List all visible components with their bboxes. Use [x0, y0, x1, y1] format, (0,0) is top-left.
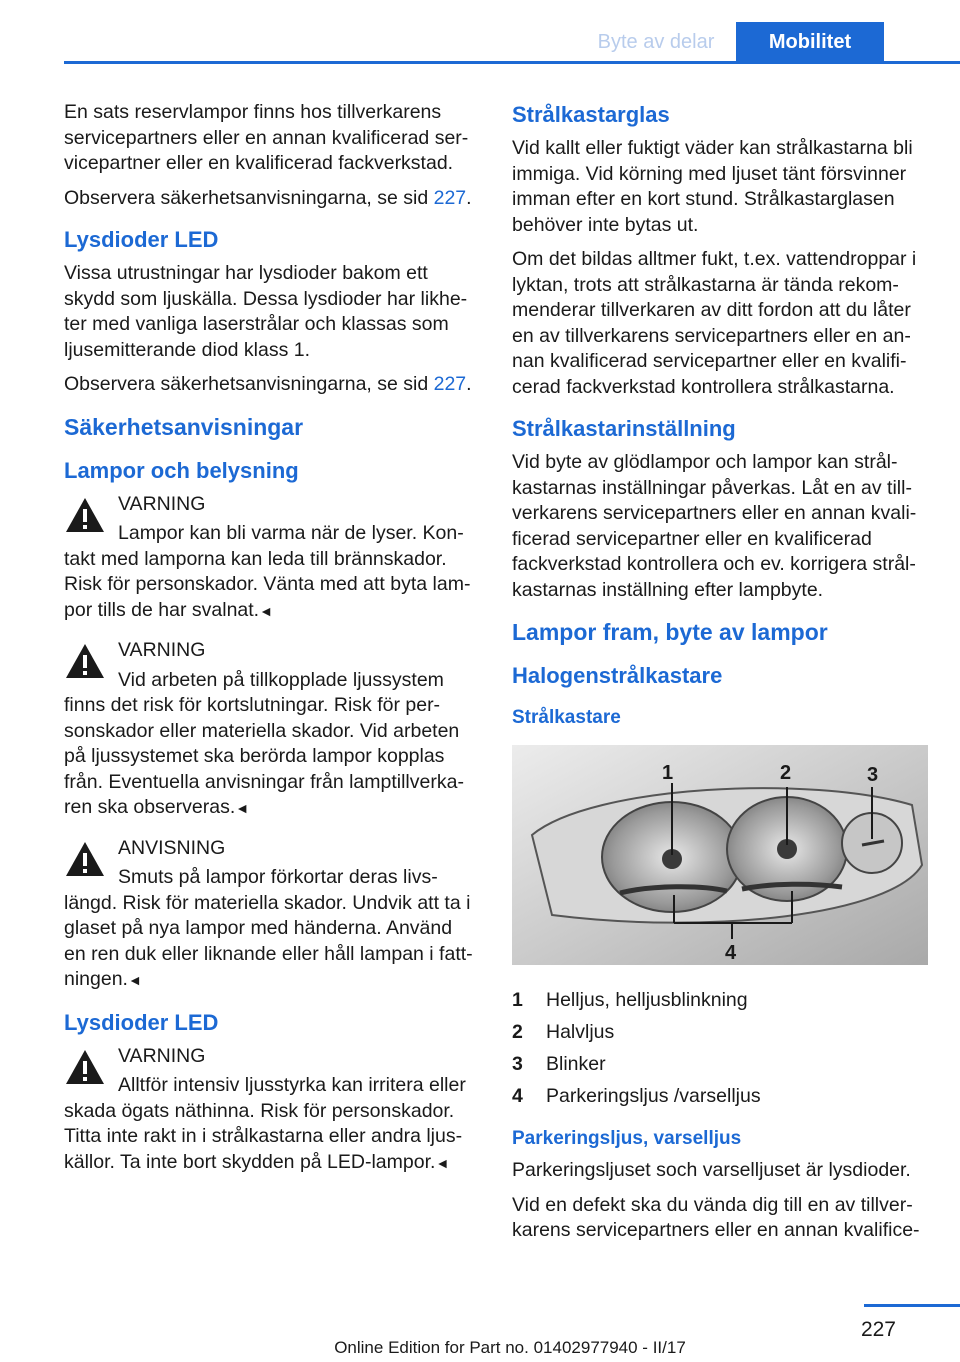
right-column [512, 100, 928, 1253]
legend-text: Blinker [546, 1053, 606, 1075]
warning-icon [64, 496, 106, 534]
text: Lampor kan bli varma när de lyser. Kon-takt med lamporna kan leda till brännskador. Risk för personskador. Vänta med att byta lam-por tills de har svalnat. [64, 522, 471, 621]
heading-led: Lysdioder LED [64, 1009, 219, 1035]
paragraph: Vid kallt eller fuktigt väder kan strålkastarna bli immiga. Vid körning med ljuset tänt försvinner imman efter en kort stund. Strålkastarglasen behöver inte bytas ut. [512, 137, 913, 236]
warning-icon [64, 840, 106, 878]
page-link[interactable]: 227 [433, 373, 467, 395]
page-number: 227 [860, 1318, 896, 1341]
warning-title: VARNING [118, 492, 206, 515]
paragraph: En sats reservlampor finns hos tillverkarens servicepartners eller en annan kvalificerad ser-vicepartner eller en kvalificerad fackverkstad. [64, 101, 469, 174]
heading-safety: Säkerhetsanvisningar [64, 413, 304, 440]
page-link[interactable]: 227 [433, 186, 467, 209]
heading-front-lamps: Lampor fram, byte av lampor [512, 619, 828, 645]
paragraph [64, 186, 478, 212]
warning-title: VARNING [118, 1044, 206, 1067]
paragraph: Vid byte av glödlampor och lampor kan strål-kastarnas inställningar påverkas. Låt en av till-verkarens servicepartners eller en annan kvali-ficerad servicepartner eller en kvalificerad fackverkstad kontrollera och ev. korrigera strål-kastarnas inställning efter lampbyte. [512, 451, 917, 601]
heading-halogen: Halogenstrålkastare [512, 663, 723, 688]
legend-number: 1 [512, 989, 523, 1011]
legend-text: Parkeringsljus /varselljus [546, 1085, 761, 1107]
figure-label-3: 3 [867, 764, 879, 786]
warning-text [64, 521, 478, 624]
text: . [466, 186, 472, 209]
paragraph: Parkeringsljuset soch varselljuset är lysdioder. [512, 1159, 911, 1181]
heading-led: Lysdioder LED [64, 227, 219, 252]
end-mark: ◄ [235, 800, 250, 816]
text: Vid arbeten på tillkopplade ljussystem finns det risk för kortslutningar. Risk för per-sonskador eller materiella skador. Vid arbeten på ljussystemet ska berörda lampor kopplas från. Eventuella anvisningar från lamptillverka-ren ska observeras. [64, 668, 464, 818]
text: Alltför intensiv ljusstyrka kan irritera eller skada ögats näthinna. Risk för personskador. Titta inte rakt in i strålkastarna eller andra ljus-källor. Ta inte bort skydden på LED-lampor. [64, 1074, 466, 1173]
paragraph [64, 372, 478, 398]
legend-text: Helljus, helljusblinkning [546, 989, 748, 1011]
headlight-illustration [512, 745, 928, 965]
legend-item [512, 1080, 928, 1112]
warning-icon [64, 1048, 106, 1086]
paragraph: Vid en defekt ska du vända dig till en av tillver-karens servicepartners eller en annan kvalifice- [512, 1193, 920, 1241]
heading-glass: Strålkastarglas [512, 102, 670, 127]
section-title: Byte av delar [597, 31, 715, 53]
legend-list [512, 984, 928, 1112]
warning-text [64, 668, 478, 822]
legend-number: 3 [512, 1053, 523, 1075]
footer-rule [864, 1304, 960, 1307]
legend-item [512, 1016, 928, 1048]
heading-lamps: Lampor och belysning [64, 457, 299, 483]
figure-label-1: 1 [662, 762, 674, 784]
legend-item [512, 1048, 928, 1080]
chapter-tab[interactable]: Mobilitet [736, 22, 884, 62]
warning-block [64, 638, 478, 822]
legend-number: 4 [512, 1085, 523, 1107]
figure-label-4: 4 [725, 942, 737, 964]
heading-headlight: Strålkastare [512, 707, 621, 728]
left-column [64, 100, 478, 1190]
edition-note: Online Edition for Part no. 01402977940 - II/17 [334, 1338, 686, 1357]
end-mark: ◄ [435, 1154, 450, 1171]
note-block [64, 836, 478, 994]
text: . [466, 373, 472, 395]
page-header [0, 22, 960, 62]
legend-text: Halvljus [546, 1021, 615, 1043]
heading-parking: Parkeringsljus, varselljus [512, 1128, 742, 1149]
note-text [64, 865, 478, 994]
figure-label-2: 2 [780, 762, 792, 784]
warning-block [64, 492, 478, 625]
header-rule [64, 61, 960, 64]
note-title: ANVISNING [118, 836, 226, 859]
warning-text [64, 1073, 478, 1176]
warning-icon [64, 642, 106, 680]
legend-item [512, 984, 928, 1016]
paragraph: Vissa utrustningar har lysdioder bakom ett skydd som ljuskälla. Dessa lysdioder har likhe-ter med vanliga laserstrålar och klassas som ljusemitterande diod klass 1. [64, 262, 468, 361]
text: Observera säkerhetsanvisningarna, se sid [64, 373, 434, 395]
text: Observera säkerhetsanvisningarna, se sid [64, 186, 434, 209]
text: Smuts på lampor förkortar deras livs-längd. Risk för materiella skador. Undvik att ta i glaset på nya lampor med händerna. Använd en ren duk eller liknande eller håll lampan i fatt-ningen. [64, 866, 473, 990]
end-mark: ◄ [127, 972, 142, 988]
end-mark: ◄ [259, 602, 273, 619]
legend-number: 2 [512, 1021, 523, 1043]
heading-adjustment: Strålkastarinställning [512, 416, 736, 441]
paragraph: Om det bildas alltmer fukt, t.ex. vattendroppar i lyktan, trots att strålkastarna är tända rekom-menderar tillverkaren av ditt fordon att du låter en av tillverkarens servicepartners eller en an-nan kvalificerad servicepartner eller en kvalifi-cerad fackverkstad kontrollera strålkastarna. [512, 248, 917, 398]
warning-block [64, 1044, 478, 1177]
warning-title: VARNING [118, 639, 206, 661]
